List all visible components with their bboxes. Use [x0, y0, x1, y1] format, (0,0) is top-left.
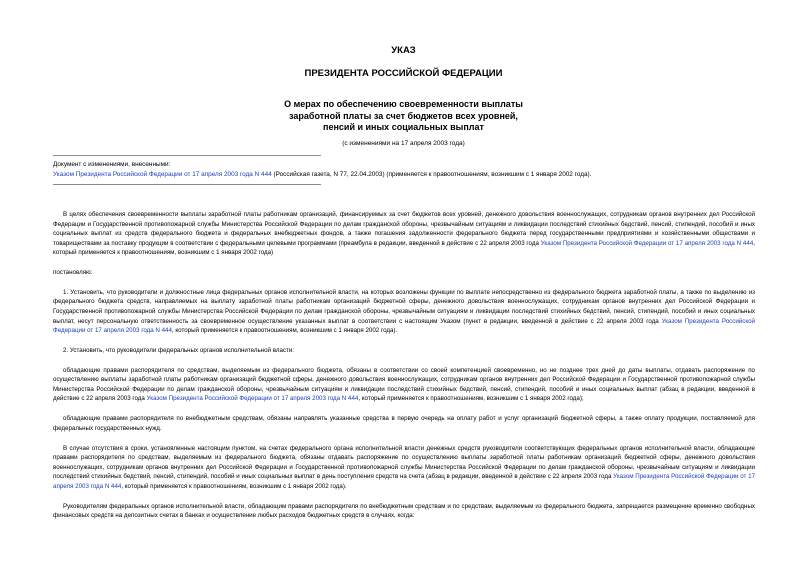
edition-note: (с изменениями на 17 апреля 2003 года): [342, 140, 465, 147]
clause-2-paragraph: В случае отсутствия в сроки, установленные настоящим пунктом, на счетах федерального органа исполнительной власти денежных средств руководители соответствующих федеральных органов исполнительной власти, обладающие правами распорядителя по средствам, выделяемым из федерального бюджета, обязаны отдавать распоряжение по осуществлению выплаты заработной платы работникам организаций бюджетной сферы, денежного довольствия военнослужащих, сотрудникам органов внутренних дел Российской Федерации и Государственной противопожарной службы Министерства Российской Федерации по делам гражданской обороны, чрезвычайным ситуациям и ликвидации последствий стихийных бедствий, пенсий, стипендий, пособий и иных социальных выплат в день поступления средств на счета (абзац в редакции, введенной в действие с 22 апреля 2003 года Указом Президента Российской Федерации от 17 апреля 2003 года N 444, который применяется к правоотношениям, возникшим с 1 января 2002 года).: [53, 444, 756, 490]
decree-title: УКАЗ: [391, 45, 416, 56]
amendment-link[interactable]: Указом Президента Российской Федерации от 17 апреля 2003 года N 444: [53, 170, 272, 178]
clause-1: 1. Установить, что руководители и должностные лица федеральных органов исполнительной власти, на которых возложены функции по выплате непосредственно из федерального бюджета заработной платы, а также по выделению из федерального бюджета средств, направляемых на выплату заработной платы работникам организаций бюджетной сферы, денежного довольствия военнослужащих, сотрудникам органов внутренних дел Российской Федерации и Государственной противопожарной службы Министерства Российской Федерации по делам гражданской обороны, чрезвычайным ситуациям и ликвидации последствий стихийных бедствий, пенсий, стипендий, пособий и иных социальных выплат, несут персональную ответственность за своевременное осуществление указанных выплат в соответствии с настоящим Указом (пункт в редакции, введенной в действие с 22 апреля 2003 года Указом Президента Российской Федерации от 17 апреля 2003 года N 444, который применяется к правоотношениям, возникшим с 1 января 2002 года).: [53, 288, 755, 335]
amendment-source: (Российская газета, N 77, 22.04.2003) (применяется к правоотношениям, возникшим с 1 января 2002 года).: [271, 170, 592, 178]
amendments-note: [53, 160, 753, 179]
divider: [53, 155, 321, 156]
decree-body: [53, 210, 755, 531]
resolution-word: постановляю:: [53, 269, 93, 277]
decree-issuer: ПРЕЗИДЕНТА РОССИЙСКОЙ ФЕДЕРАЦИИ: [304, 68, 503, 79]
decree-subject: [0, 99, 807, 134]
decree-link[interactable]: Указом Президента Российской Федерации от 17 апреля 2003 года N 444: [540, 239, 754, 247]
clause-2: 2. Установить, что руководители федеральных органов исполнительной власти:: [63, 346, 295, 354]
clause-2-paragraph: Руководителям федеральных органов исполнительной власти, обладающим правами распорядителя по внебюджетным средствам и по средствам, выделяемым из федерального бюджета, запрещается размещение временно свободных финансовых средств на депозитных счетах в банках и осуществление любых расходов бюджетных средств в случаях, когда:: [53, 502, 755, 520]
decree-link[interactable]: Указом Президента Российской Федерации от 17 апреля 2003 года N 444: [146, 395, 359, 403]
clause-2-paragraph: обладающие правами распорядителя по средствам, выделяемым из федерального бюджета, обязаны в соответствии со своей компетенцией своевременно, но не позднее трех дней до даты выплаты, отдавать распоряжение по осуществлению выплаты заработной платы работникам организаций бюджетной сферы, денежного довольствия военнослужащих, сотрудникам органов внутренних дел Российской Федерации и Государственной противопожарной службы Министерства Российской Федерации по делам гражданской обороны, чрезвычайным ситуациям и ликвидации последствий стихийных бедствий, пенсий, стипендий, пособий и иных социальных выплат (абзац в редакции, введенной в действие с 22 апреля 2003 года Указом Президента Российской Федерации от 17 апреля 2003 года N 444, который применяется к правоотношениям, возникшим с 1 января 2002 года);: [53, 366, 755, 403]
decree-link[interactable]: Указом Президента Российской Федерации от 17 апреля 2003 года N 444: [53, 317, 755, 335]
divider: [53, 184, 321, 185]
amendments-line: [53, 170, 753, 180]
subject-line: заработной платы за счет бюджетов всех уровней,: [289, 110, 518, 121]
clause-2-paragraph: обладающие правами распорядителя по внебюджетным средствам, обязаны направлять указанные средства в первую очередь на оплату работ и услуг организаций бюджетной сферы, а также оплату продукции, поставляемой для федеральных государственных нужд.: [53, 415, 755, 432]
amendments-intro: Документ с изменениями, внесенными:: [53, 161, 171, 168]
decree-link[interactable]: Указом Президента Российской Федерации от 17 апреля 2003 года N 444: [53, 473, 756, 490]
subject-line: О мерах по обеспечению своевременности выплаты: [284, 99, 523, 109]
preamble-paragraph: В целях обеспечения своевременности выплаты заработной платы работникам организаций, финансируемых за счет бюджетов всех уровней, денежного довольствия военнослужащих, сотрудникам органов внутренних дел Российской Федерации и Государственной противопожарной службы Министерства Российской Федерации по делам гражданской обороны, чрезвычайным ситуациям и ликвидации последствий стихийных бедствий, пенсий, стипендий, пособий и иных социальных выплат из средств федерального бюджета и федеральных внебюджетных фондов, а также погашения задолженности федерального бюджета перед государственными предприятиями и хозяйственными обществами и товариществами за поставку продукции в соответствии с федеральными целевыми программами (преамбула в редакции, введенной в действие с 22 апреля 2003 года Указом Президента Российской Федерации от 17 апреля 2003 года N 444, который применяется к правоотношениям, возникшим с 1 января 2002 года): [53, 211, 755, 257]
subject-line: пенсий и иных социальных выплат: [323, 122, 484, 132]
